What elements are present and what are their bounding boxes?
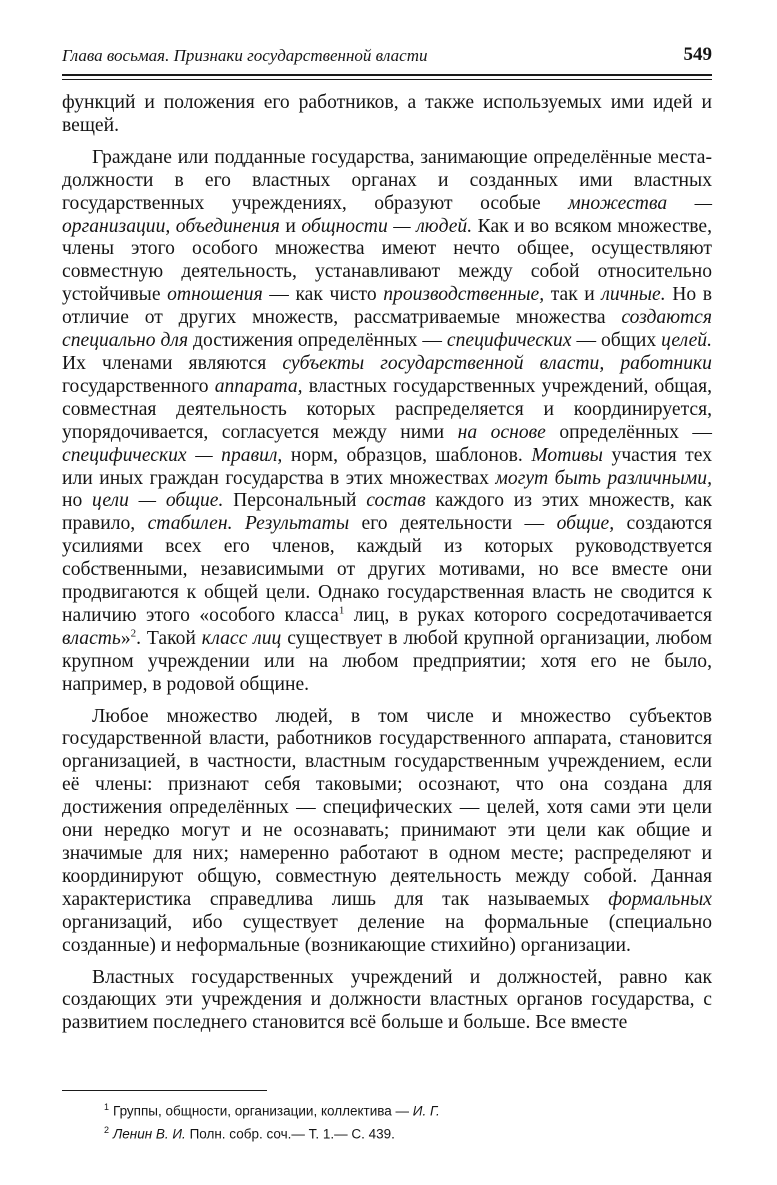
running-title: Глава восьмая. Признаки государственной власти bbox=[62, 46, 428, 65]
paragraph-4 bbox=[62, 967, 712, 1036]
text-run: Любое множество людей, в том числе и множество субъектов государственной власти, работников государственного аппарата, становится организацией, в частности, властным государственным учреждением, если её члены: признают себя таковыми; осознают, что она создана для достижения определённых — специфических — целей, хотя сами эти цели они нередко могут и не осознавать; принимают эти цели как общие и значимые для них; намеренно работают в одном месте; распределяют и координируют общую, совместную деятельность между собой. Данная характеристика справедлива лишь для так называемых bbox=[62, 705, 712, 910]
emphasis: формальных bbox=[608, 888, 712, 910]
text-run: — как чисто bbox=[262, 284, 384, 306]
emphasis: цели — общие. bbox=[92, 490, 224, 512]
text-run: существует в любой крупной организации, любом крупном учреждении или на любом предприятии; хотя его не было, например, в родовой общине. bbox=[62, 627, 712, 695]
text-run: . Такой bbox=[136, 627, 202, 649]
emphasis: личные. bbox=[601, 284, 666, 306]
emphasis: на основе bbox=[457, 421, 546, 443]
footnote-rule bbox=[62, 1090, 267, 1091]
emphasis: отношения bbox=[167, 284, 263, 306]
emphasis: Мотивы bbox=[531, 444, 603, 466]
emphasis: целей. bbox=[661, 330, 712, 352]
emphasis: субъекты государственной власти, работники bbox=[282, 352, 712, 374]
body-text bbox=[62, 92, 712, 1035]
text-run: и bbox=[279, 215, 302, 237]
emphasis: состав bbox=[366, 490, 426, 512]
text-run: — общих bbox=[571, 330, 662, 352]
text-run: создаются усилиями всех его членов, каждый из которых руководствуется собственными, независимыми от других мотивами, но все вместе они продвигаются к общей цели. Однако государственная власть не сводится к наличию этого «особого класса bbox=[62, 513, 712, 626]
text-run: его деятельности — bbox=[349, 513, 557, 535]
text-run: Как и во всяком множестве, члены этого особого множества имеют нечто общее, осуществляют совместную деятельность, устанавливают между собой относительно устойчивые bbox=[62, 215, 712, 306]
text-run: норм, образцов, шаблонов. bbox=[282, 444, 532, 466]
emphasis: специфических bbox=[446, 330, 572, 352]
emphasis: общие, bbox=[556, 513, 615, 535]
paragraph-continuation bbox=[62, 92, 712, 138]
emphasis: создаются специально для bbox=[62, 307, 712, 352]
text-run: властных государственных учреждений, общая, совместная деятельность которых распределяется и координируется, упорядочивается, согласуется между ними bbox=[62, 375, 712, 443]
text-run: Граждане или подданные государства, занимающие определённые места-должности в его властных органах и созданных ими властных государственных учреждениях, образуют особые bbox=[62, 146, 712, 214]
emphasis: множества — организации, объединения bbox=[62, 192, 712, 237]
footnote-ref: 2 bbox=[130, 627, 137, 640]
header-rule-thick bbox=[62, 74, 712, 76]
footnote-text: Полн. собр. соч.— Т. 1.— С. 439. bbox=[185, 1126, 395, 1141]
text-run: участия тех или иных граждан государства в этих множествах bbox=[62, 444, 712, 489]
text-run: определённых — bbox=[545, 421, 712, 443]
text-run: каждого из этих множеств, как правило, bbox=[62, 490, 713, 535]
text-run: организаций, ибо существует деление на формальные (специально созданные) и неформальные (возникающие стихийно) организации. bbox=[62, 911, 712, 956]
footnote-author: Ленин В. И. bbox=[113, 1126, 186, 1141]
footnote-text: Группы, общности, организации, коллектива — bbox=[113, 1103, 413, 1119]
footnote-number: 1 bbox=[104, 1102, 110, 1112]
footnote-number: 2 bbox=[104, 1124, 110, 1135]
page-number: 549 bbox=[683, 44, 712, 65]
footnote-1 bbox=[104, 1098, 704, 1121]
footnote-2 bbox=[104, 1121, 704, 1144]
text-run: Но в отличие от других множеств, рассматриваемые множества bbox=[62, 284, 713, 329]
text-run: Властных государственных учреждений и должностей, равно как создающих эти учреждения и должности властных органов государства, с развитием последнего становится всё больше и больше. Все вместе bbox=[62, 966, 712, 1034]
paragraph-3 bbox=[62, 706, 712, 958]
emphasis: производственные, bbox=[383, 284, 545, 306]
footnote-author: И. Г. bbox=[412, 1103, 440, 1119]
text-run: Персональный bbox=[223, 490, 367, 512]
emphasis: класс лиц bbox=[201, 627, 282, 649]
footnote-ref: 1 bbox=[338, 604, 345, 617]
paragraph-2 bbox=[62, 147, 712, 697]
page-header bbox=[62, 44, 712, 72]
text-run: государственного bbox=[62, 375, 215, 397]
emphasis: власть bbox=[62, 627, 121, 649]
emphasis: общности — людей. bbox=[301, 215, 473, 237]
header-rule-thin bbox=[62, 79, 712, 80]
emphasis: аппарата, bbox=[214, 375, 303, 397]
emphasis: стабилен. Результаты bbox=[147, 513, 350, 535]
emphasis: могут быть различными, bbox=[495, 467, 712, 489]
text-run: достижения определённых — bbox=[188, 330, 447, 352]
text-run: лиц, в руках которого сосредотачивается bbox=[344, 604, 712, 626]
emphasis: специфических — правил, bbox=[62, 444, 283, 466]
text-run: функций и положения его работников, а также используемых ими идей и вещей. bbox=[62, 92, 712, 136]
text-run: но bbox=[62, 490, 93, 512]
text-run: » bbox=[120, 627, 131, 649]
text-run: Их членами являются bbox=[62, 352, 283, 374]
footnotes bbox=[104, 1098, 704, 1143]
text-run: так и bbox=[544, 284, 602, 306]
